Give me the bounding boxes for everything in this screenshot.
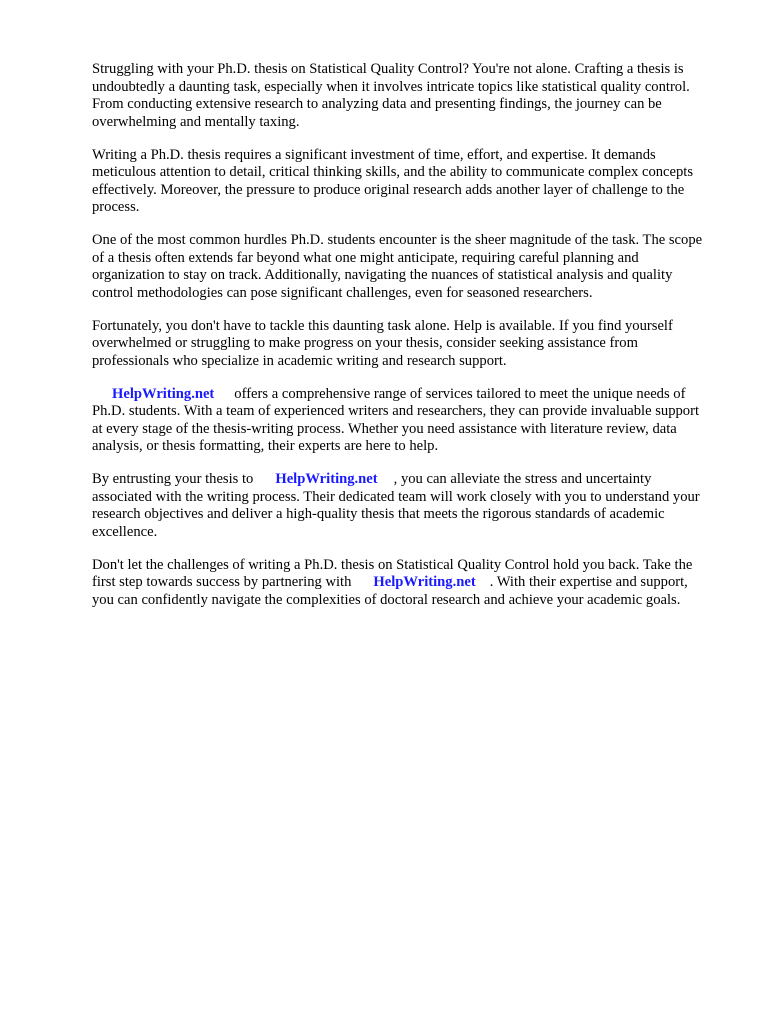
paragraph-cta-text: . With their expertise and support, you can confidently navigate the complexities of doctoral research and achieve your academic goals. xyxy=(92,574,688,608)
document-page xyxy=(92,61,710,625)
helpwriting-link[interactable]: HelpWriting.net xyxy=(112,385,215,402)
paragraph-hurdles: One of the most common hurdles Ph.D. students encounter is the sheer magnitude of the task. The scope of a thesis often extends far beyond what one might anticipate, requiring careful planning and organization to stay on track. Additionally, navigating the nuances of statistical analysis and quality control methodologies can pose significant challenges, even for seasoned researchers. xyxy=(92,232,703,301)
paragraph-entrusting-lead: By entrusting your thesis to xyxy=(92,471,254,487)
paragraph-help-available: Fortunately, you don't have to tackle this daunting task alone. Help is available. If you find yourself overwhelmed or struggling to make progress on your thesis, consider seeking assistance from professionals who specialize in academic writing and research support. xyxy=(92,317,673,369)
paragraph-entrusting xyxy=(92,471,710,541)
paragraph-entrusting-text: , you can alleviate the stress and uncertainty associated with the writing process. Their dedicated team will work closely with you to understand your research objectives and deliver a high-quality thesis that meets the rigorous standards of academic excellence. xyxy=(92,471,700,540)
helpwriting-link[interactable]: HelpWriting.net xyxy=(373,574,476,590)
paragraph-cta-lead: Don't let the challenges of writing a Ph.D. thesis on Statistical Quality Control hold you back. Take the first step towards success by partnering with xyxy=(92,556,693,590)
paragraph-services xyxy=(92,386,710,456)
paragraph-services-text: offers a comprehensive range of services tailored to meet the unique needs of Ph.D. students. With a team of experienced writers and researchers, they can provide invaluable support at every stage of the thesis-writing process. Whether you need assistance with literature review, data analysis, or thesis formatting, their experts are here to help. xyxy=(92,385,700,454)
paragraph-intro: Struggling with your Ph.D. thesis on Statistical Quality Control? You're not alone. Crafting a thesis is undoubtedly a daunting task, especially when it involves intricate topics like statistical quality control. From conducting extensive research to analyzing data and presenting findings, the journey can be overwhelming and mentally taxing. xyxy=(92,61,690,130)
paragraph-requirements: Writing a Ph.D. thesis requires a significant investment of time, effort, and expertise. It demands meticulous attention to detail, critical thinking skills, and the ability to communicate complex concepts effectively. Moreover, the pressure to produce original research adds another layer of challenge to the process. xyxy=(92,146,694,215)
paragraph-call-to-action xyxy=(92,557,710,610)
helpwriting-link[interactable]: HelpWriting.net xyxy=(275,471,378,487)
